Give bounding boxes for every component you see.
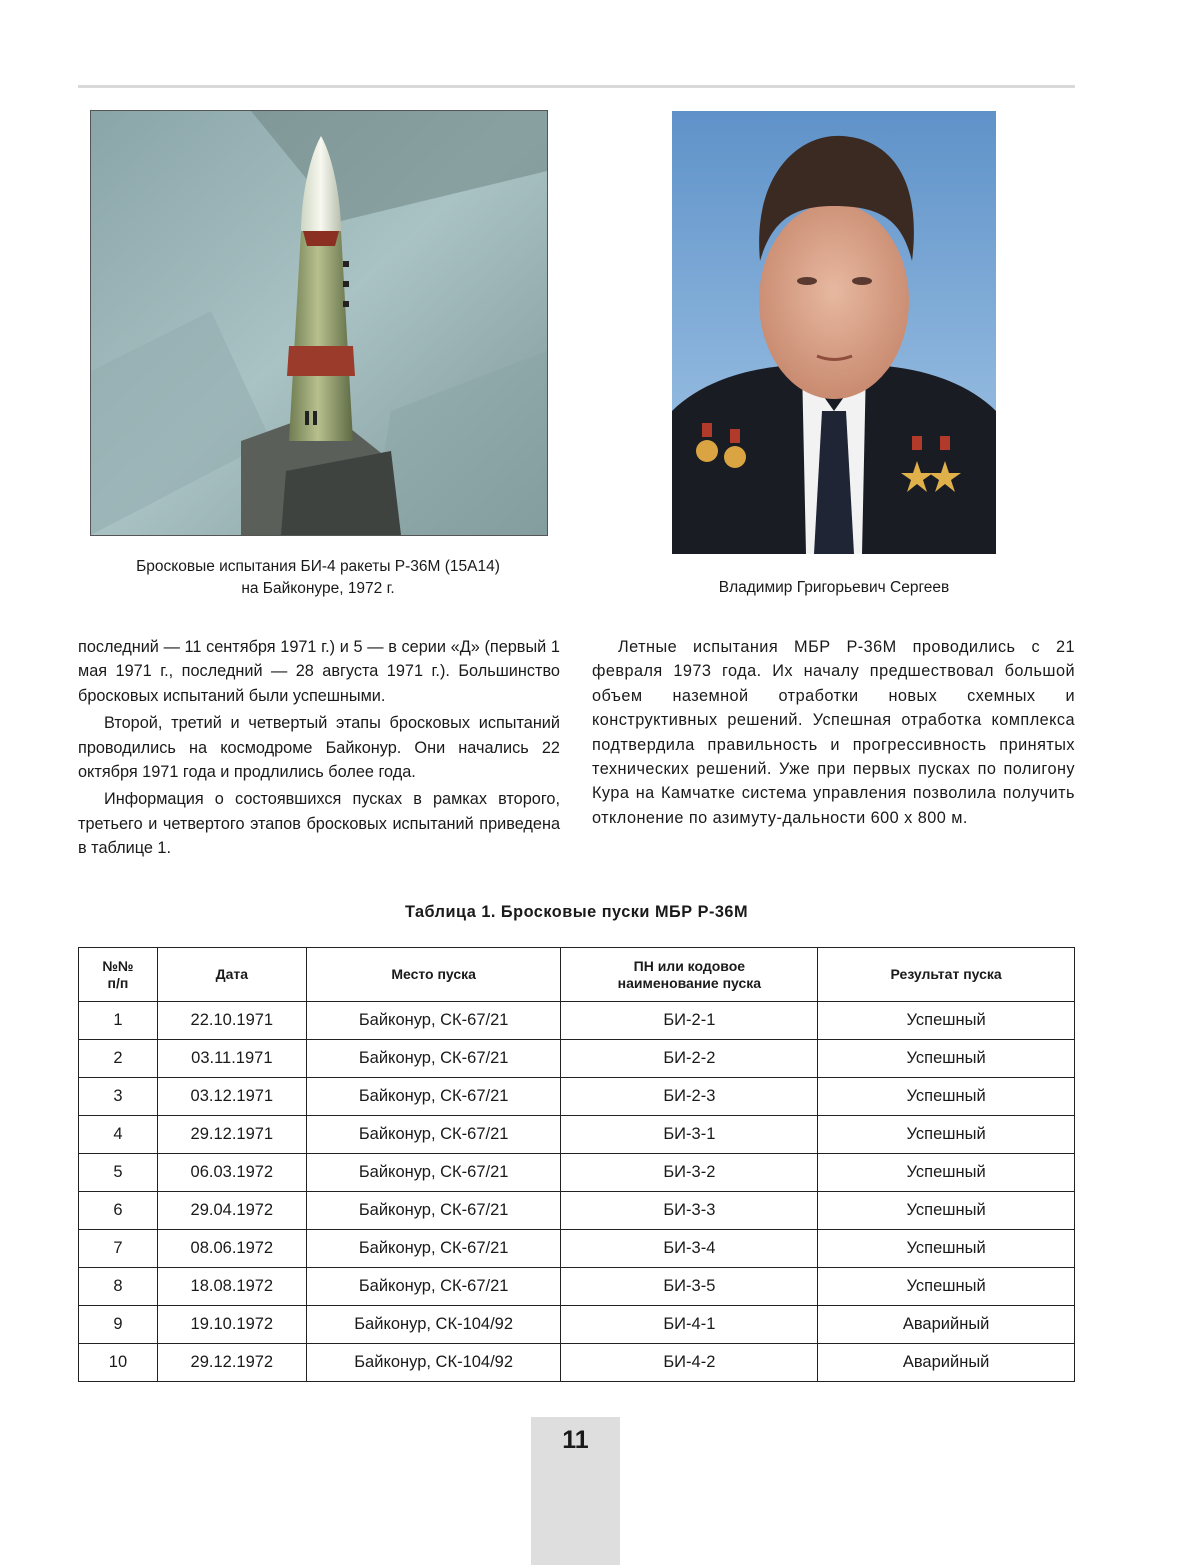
cell-site: Байконур, СК-104/92 (306, 1306, 561, 1344)
cell-number: 6 (79, 1192, 158, 1230)
cell-number: 5 (79, 1154, 158, 1192)
header-launch-name (561, 948, 818, 1002)
cell-date: 22.10.1971 (157, 1002, 306, 1040)
paragraph: Второй, третий и четвертый этапы бросковых испытаний проводились на космодроме Байконур. Они начались 22 октября 1971 года и продлились более года. (78, 714, 560, 782)
table-row (79, 1078, 1075, 1116)
cell-launch-name: БИ-3-4 (561, 1230, 818, 1268)
cell-launch-name: БИ-3-5 (561, 1268, 818, 1306)
launches-table (78, 947, 1075, 1382)
right-text-column (592, 635, 1075, 830)
cell-result: Успешный (818, 1002, 1075, 1040)
cell-launch-name: БИ-2-2 (561, 1040, 818, 1078)
rocket-photo-caption (90, 556, 546, 600)
table-row (79, 1192, 1075, 1230)
cell-number: 7 (79, 1230, 158, 1268)
rocket-caption-line1: Бросковые испытания БИ-4 ракеты Р-36М (15А14) (136, 558, 500, 575)
table-row (79, 1002, 1075, 1040)
cell-launch-name: БИ-2-3 (561, 1078, 818, 1116)
cell-date: 08.06.1972 (157, 1230, 306, 1268)
table-header-row (79, 948, 1075, 1002)
cell-launch-name: БИ-3-2 (561, 1154, 818, 1192)
paragraph: Информация о состоявшихся пусках в рамках второго, третьего и четвертого этапов бросковых испытаний приведена в таблице 1. (78, 790, 560, 858)
header-site: Место пуска (306, 948, 561, 1002)
cell-result: Успешный (818, 1192, 1075, 1230)
cell-launch-name: БИ-2-1 (561, 1002, 818, 1040)
cell-number: 2 (79, 1040, 158, 1078)
cell-site: Байконур, СК-67/21 (306, 1002, 561, 1040)
cell-date: 29.12.1972 (157, 1344, 306, 1382)
cell-result: Успешный (818, 1230, 1075, 1268)
cell-number: 9 (79, 1306, 158, 1344)
cell-launch-name: БИ-3-3 (561, 1192, 818, 1230)
cell-date: 03.11.1971 (157, 1040, 306, 1078)
header-result: Результат пуска (818, 948, 1075, 1002)
table-row (79, 1040, 1075, 1078)
cell-date: 06.03.1972 (157, 1154, 306, 1192)
cell-result: Аварийный (818, 1344, 1075, 1382)
cell-result: Успешный (818, 1154, 1075, 1192)
cell-site: Байконур, СК-67/21 (306, 1192, 561, 1230)
header-number-line1: №№ (102, 957, 134, 974)
paragraph: Летные испытания МБР Р-36М проводились с 21 февраля 1973 года. Их началу предшествовал большой объем наземной отработки новых схемных и конструктивных решений. Успешная отработка комплекса подтвердила правильность и прогрессивность принятых технических решений. Уже при первых пусках по полигону Кура на Камчатке система управления позволила получить отклонение по азимуту-дальности 600 х 800 м. (592, 638, 1075, 827)
rocket-launch-photo (90, 110, 548, 536)
header-date: Дата (157, 948, 306, 1002)
header-launch-name-line2: наименование пуска (617, 974, 762, 991)
cell-date: 29.04.1972 (157, 1192, 306, 1230)
cell-number: 1 (79, 1002, 158, 1040)
table-row (79, 1268, 1075, 1306)
header-launch-name-line1: ПН или кодовое (633, 957, 746, 974)
left-text-column (78, 635, 560, 861)
cell-result: Успешный (818, 1040, 1075, 1078)
rocket-caption-line2: на Байконуре, 1972 г. (241, 580, 395, 597)
portrait-photo (672, 111, 996, 554)
cell-site: Байконур, СК-67/21 (306, 1040, 561, 1078)
cell-site: Байконур, СК-67/21 (306, 1230, 561, 1268)
cell-launch-name: БИ-4-1 (561, 1306, 818, 1344)
cell-site: Байконур, СК-67/21 (306, 1154, 561, 1192)
cell-result: Успешный (818, 1078, 1075, 1116)
page-number: 11 (562, 1426, 589, 1454)
portrait-photo-caption: Владимир Григорьевич Сергеев (718, 579, 950, 596)
cell-number: 3 (79, 1078, 158, 1116)
cell-date: 19.10.1972 (157, 1306, 306, 1344)
cell-number: 10 (79, 1344, 158, 1382)
cell-result: Аварийный (818, 1306, 1075, 1344)
cell-number: 4 (79, 1116, 158, 1154)
header-number-line2: п/п (107, 974, 129, 991)
table-title: Таблица 1. Бросковые пуски МБР Р-36М (404, 903, 749, 921)
cell-site: Байконур, СК-104/92 (306, 1344, 561, 1382)
cell-date: 29.12.1971 (157, 1116, 306, 1154)
table-row (79, 1344, 1075, 1382)
cell-launch-name: БИ-3-1 (561, 1116, 818, 1154)
cell-result: Успешный (818, 1268, 1075, 1306)
cell-number: 8 (79, 1268, 158, 1306)
cell-result: Успешный (818, 1116, 1075, 1154)
cell-site: Байконур, СК-67/21 (306, 1078, 561, 1116)
table-row (79, 1306, 1075, 1344)
header-number (79, 948, 158, 1002)
table-row (79, 1230, 1075, 1268)
cell-site: Байконур, СК-67/21 (306, 1268, 561, 1306)
cell-date: 18.08.1972 (157, 1268, 306, 1306)
cell-site: Байконур, СК-67/21 (306, 1116, 561, 1154)
table-row (79, 1116, 1075, 1154)
paragraph: последний — 11 сентября 1971 г.) и 5 — в серии «Д» (первый 1 мая 1971 г., последний — 28 августа 1971 г.). Большинство бросковых испытаний были успешными. (78, 638, 560, 705)
cell-date: 03.12.1971 (157, 1078, 306, 1116)
table-row (79, 1154, 1075, 1192)
header-rule (78, 85, 1075, 88)
cell-launch-name: БИ-4-2 (561, 1344, 818, 1382)
